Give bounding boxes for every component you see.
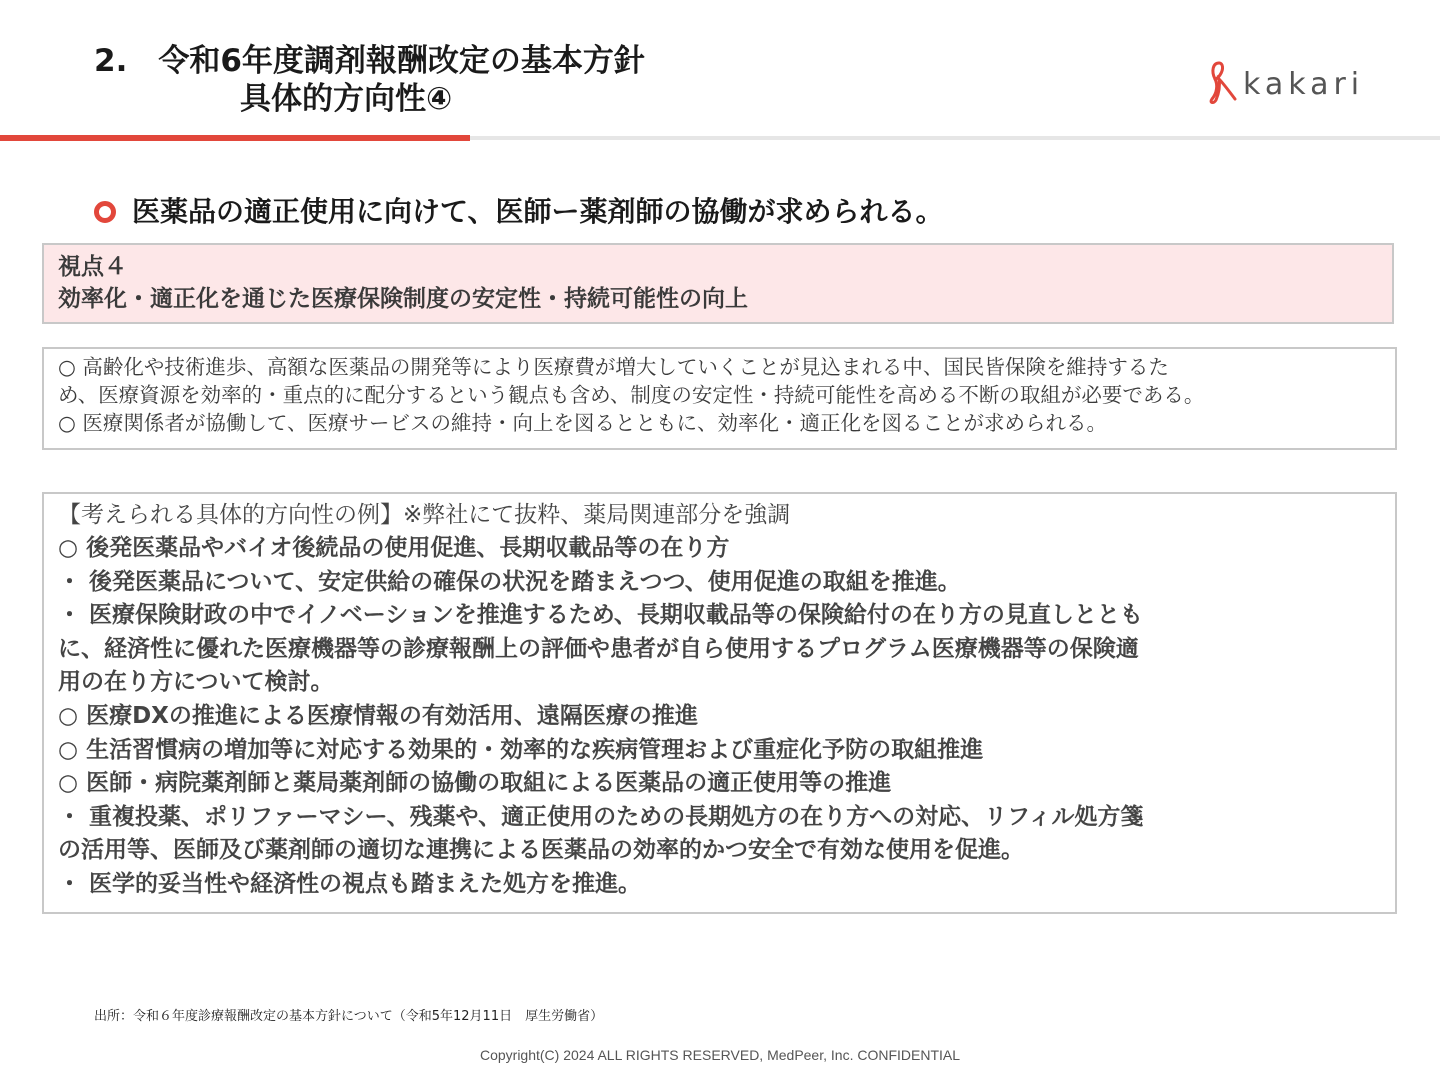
key-message (94, 192, 943, 232)
page-title-line1: 2. 令和6年度調剤報酬改定の基本方針 (94, 43, 645, 79)
direction-example-line: ○ 医療DXの推進による医療情報の有効活用、遠隔医療の推進 (58, 702, 698, 729)
direction-example-line: 用の在り方について検討。 (58, 669, 334, 696)
direction-example-line: の活用等、医師及び薬剤師の適切な連携による医薬品の効率的かつ安全で有効な使用を促進。 (58, 837, 1024, 864)
key-message-text: 医薬品の適正使用に向けて、医師ー薬剤師の協働が求められる。 (132, 195, 944, 228)
direction-examples-box (42, 492, 1397, 914)
page-title-line2: 具体的方向性④ (240, 81, 453, 117)
summary-line: ○ 高齢化や技術進歩、高額な医薬品の開発等により医療費が増大していくことが見込まれる中、国民皆保険を維持するた (58, 355, 1169, 379)
viewpoint-box (42, 243, 1394, 324)
direction-example-line: に、経済性に優れた医療機器等の診療報酬上の評価や患者が自ら使用するプログラム医療機器等の保険適 (58, 635, 1139, 662)
direction-example-line: ・ 医療保険財政の中でイノベーションを推進するため、長期収載品等の保険給付の在り方の見直しととも (58, 602, 1143, 629)
summary-box (42, 347, 1397, 450)
bullet-circle-icon (94, 201, 116, 223)
kakari-logo (1205, 56, 1364, 106)
viewpoint-title: 効率化・適正化を通じた医療保険制度の安定性・持続可能性の向上 (58, 286, 748, 312)
source-note: 出所：令和６年度診療報酬改定の基本方針について（令和5年12月11日 厚生労働省） (94, 1009, 604, 1024)
copyright-notice: Copyright(C) 2024 ALL RIGHTS RESERVED, MedPeer, Inc. CONFIDENTIAL (479, 1047, 961, 1063)
kakari-logo-text: kakari (1243, 66, 1365, 102)
summary-line: め、医療資源を効率的・重点的に配分するという観点も含め、制度の安定性・持続可能性を高める不断の取組が必要である。 (58, 383, 1205, 407)
header-divider-accent (0, 135, 470, 141)
kakari-k-icon (1205, 57, 1239, 105)
page-title (94, 42, 645, 118)
direction-example-line: ・ 重複投薬、ポリファーマシー、残薬や、適正使用のための長期処方の在り方への対応、リフィル処方箋 (58, 803, 1144, 830)
direction-example-line: ○ 生活習慣病の増加等に対応する効果的・効率的な疾病管理および重症化予防の取組推進 (58, 736, 984, 763)
direction-example-line: ・ 後発医薬品について、安定供給の確保の状況を踏まえつつ、使用促進の取組を推進。 (58, 568, 961, 595)
direction-example-line: ・ 医学的妥当性や経済性の視点も踏まえた処方を推進。 (58, 870, 642, 897)
direction-example-line: ○ 医師・病院薬剤師と薬局薬剤師の協働の取組による医薬品の適正使用等の推進 (58, 770, 892, 797)
direction-examples-heading: 【考えられる具体的方向性の例】※弊社にて抜粋、薬局関連部分を強調 (58, 502, 791, 528)
summary-line: ○ 医療関係者が協働して、医療サービスの維持・向上を図るとともに、効率化・適正化を図ることが求められる。 (58, 411, 1107, 435)
viewpoint-label: 視点４ (58, 254, 127, 280)
direction-example-line: ○ 後発医薬品やバイオ後続品の使用促進、長期収載品等の在り方 (58, 535, 730, 561)
